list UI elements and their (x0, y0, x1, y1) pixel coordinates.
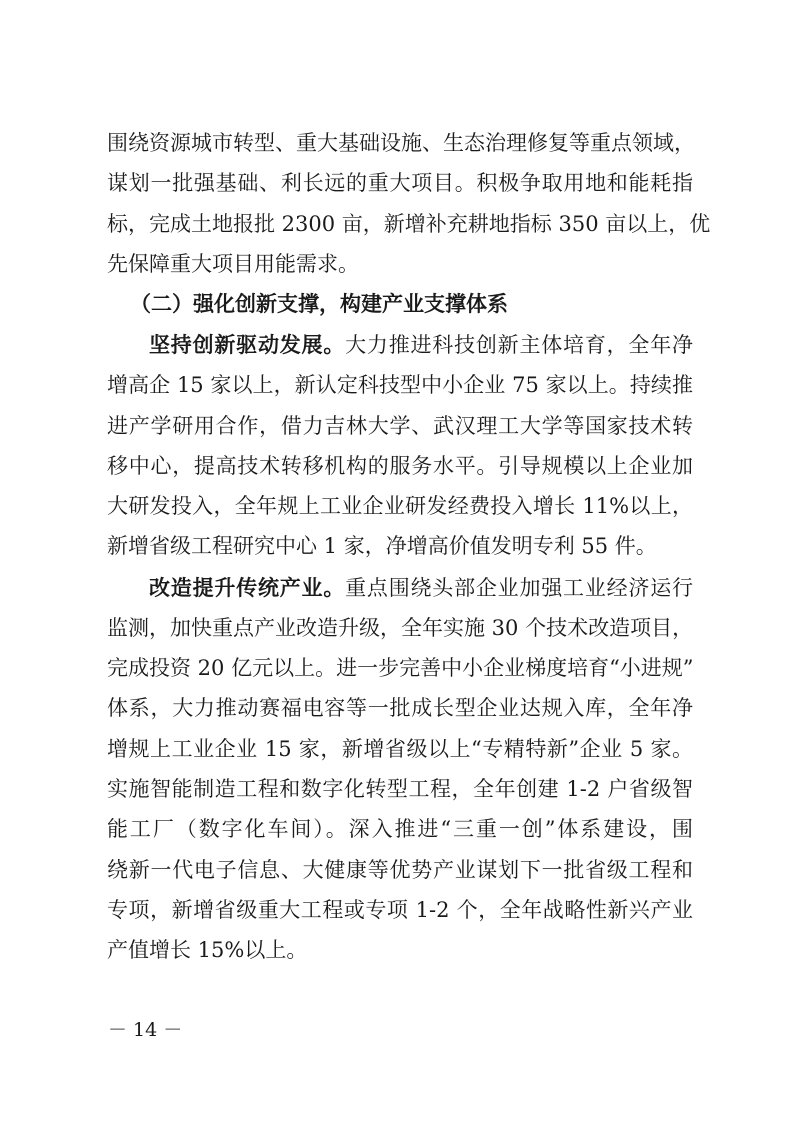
text-line: 围绕资源城市转型、重大基础设施、生态治理修复等重点领域， (107, 131, 695, 155)
text-line (149, 331, 693, 359)
text-line: 大研发投入，全年规上工业企业研发经费投入增长 11%以上， (107, 494, 693, 518)
text-line: 绕新一代电子信息、大健康等优势产业谋划下一批省级工程和 (107, 858, 693, 882)
text-line: 能工厂（数字化车间）。深入推进“三重一创”体系建设，围 (107, 817, 693, 841)
text-line: 谋划一批强基础、利长远的重大项目。积极争取用地和能耗指 (107, 171, 693, 195)
text-line: 产值增长 15%以上。 (107, 938, 308, 962)
text-line: 完成投资 20 亿元以上。进一步完善中小企业梯度培育“小进规” (107, 656, 694, 680)
text-line: 增规上工业企业 15 家，新增省级以上“专精特新”企业 5 家。 (107, 737, 693, 761)
text-line: 监测，加快重点产业改造升级，全年实施 30 个技术改造项目， (107, 616, 694, 640)
text-line: 标，完成土地报批 2300 亩，新增补充耕地指标 350 亩以上，优 (107, 212, 711, 236)
text-line (149, 574, 693, 602)
paragraph-lead: 坚持创新驱动发展。 (149, 332, 346, 357)
page-number: － 14 － (108, 1019, 183, 1041)
text-span: 重点围绕头部企业加强工业经济运行 (345, 576, 693, 600)
text-line: 体系，大力推动赛福电容等一批成长型企业达规入库，全年净 (107, 696, 693, 720)
text-line: 先保障重大项目用能需求。 (107, 252, 359, 276)
text-line: 实施智能制造工程和数字化转型工程，全年创建 1-2 户省级智 (107, 777, 693, 801)
text-line: 增高企 15 家以上，新认定科技型中小企业 75 家以上。持续推 (107, 373, 693, 397)
paragraph-lead: 改造提升传统产业。 (149, 575, 346, 600)
text-line: 进产学研用合作，借力吉林大学、武汉理工大学等国家技术转 (107, 414, 693, 438)
text-line: 移中心，提高技术转移机构的服务水平。引导规模以上企业加 (107, 454, 693, 478)
text-span: 大力推进科技创新主体培育，全年净 (345, 333, 693, 357)
text-line: 专项，新增省级重大工程或专项 1-2 个，全年战略性新兴产业 (107, 898, 693, 922)
section-heading: （二）强化创新支撑，构建产业支撑体系 (130, 291, 508, 316)
text-line: 新增省级工程研究中心 1 家，净增高价值发明专利 55 件。 (107, 534, 657, 558)
